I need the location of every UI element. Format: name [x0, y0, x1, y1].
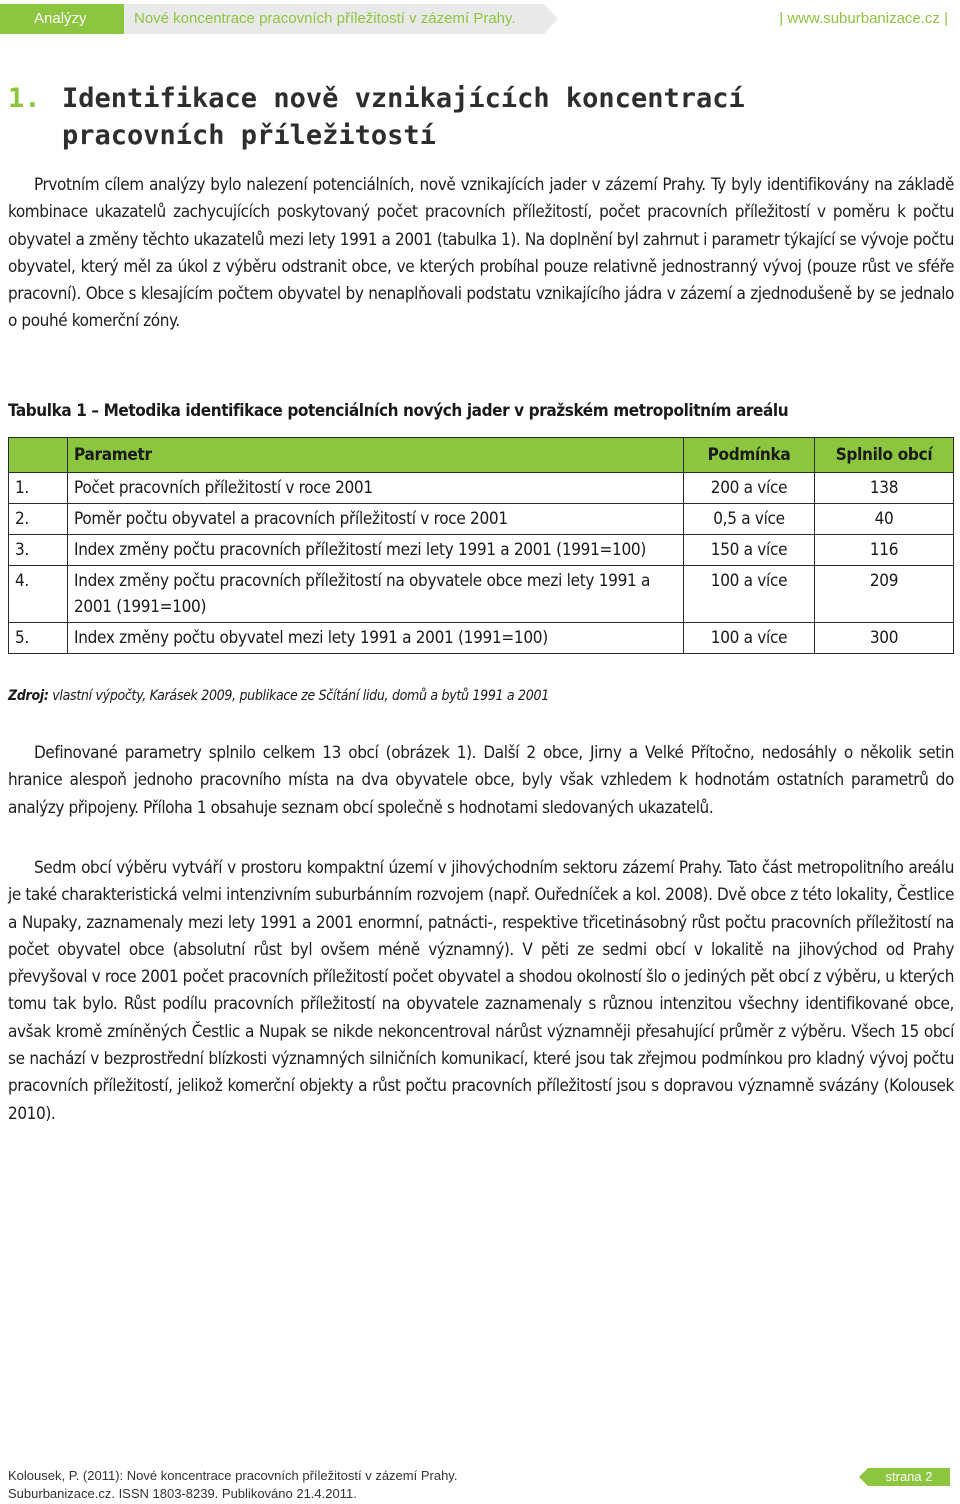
cell-parameter: Index změny počtu pracovních příležitostí mezi lety 1991 a 2001 (1991=100): [68, 535, 684, 566]
source-text: vlastní výpočty, Karásek 2009, publikace ze Sčítání lidu, domů a bytů 1991 a 2001: [52, 688, 549, 704]
methodology-table: [8, 437, 954, 654]
document-title-tab: Nové koncentrace pracovních příležitostí v zázemí Prahy.: [124, 4, 544, 34]
cell-condition: 100 a více: [684, 623, 815, 654]
table-row: [9, 566, 954, 623]
cell-parameter: Index změny počtu obyvatel mezi lety 1991 a 2001 (1991=100): [68, 623, 684, 654]
cell-count: 40: [815, 504, 954, 535]
cell-condition: 0,5 a více: [684, 504, 815, 535]
intro-paragraph: Prvotním cílem analýzy bylo nalezení potenciálních, nově vznikajících jader v zázemí Prahy. Ty byly identifikovány na základě kombinace ukazatelů zachycujících poskytovaný počet pracovních příležitostí, počet pracovních příležitostí v poměru k počtu obyvatel a změny těchto ukazatelů mezi lety 1991 a 2001 (tabulka 1). Na doplnění byl zahrnut i parametr týkající se vývoje počtu obyvatel, který měl za úkol z výběru odstranit obce, ve kterých probíhal pouze relativně jednostranný vývoj (pouze růst ve sféře pracovní). Obce s klesajícím počtem obyvatel by nenaplňovali podstatu vznikajícího jádra v zázemí a zjednodušeně by se jednalo o pouhé komerční zóny.: [8, 175, 954, 332]
cell-condition: 100 a více: [684, 566, 815, 623]
page-number-badge: strana 2: [868, 1468, 950, 1486]
section-heading: [8, 80, 908, 154]
cell-parameter: Počet pracovních příležitostí v roce 2001: [68, 473, 684, 504]
heading-line1: Identifikace nově vznikajících koncentrací: [62, 83, 745, 114]
cell-parameter: Index změny počtu pracovních příležitostí na obyvatele obce mezi lety 1991 a 2001 (1991=100): [68, 566, 684, 623]
cell-condition: 150 a více: [684, 535, 815, 566]
cell-num: 1.: [9, 473, 68, 504]
table-header-row: [9, 438, 954, 473]
cell-num: 2.: [9, 504, 68, 535]
table-caption: Tabulka 1 – Metodika identifikace potenciálních nových jader v pražském metropolitním areálu: [8, 401, 789, 421]
heading-line2: pracovních příležitostí: [62, 120, 436, 151]
source-label: Zdroj:: [8, 688, 49, 704]
cell-count: 209: [815, 566, 954, 623]
cell-count: 116: [815, 535, 954, 566]
footer-publication: Suburbanizace.cz. ISSN 1803-8239. Publikováno 21.4.2011.: [8, 1486, 357, 1501]
table-row: [9, 504, 954, 535]
cell-num: 4.: [9, 566, 68, 623]
cell-num: 3.: [9, 535, 68, 566]
table-row: [9, 473, 954, 504]
site-link[interactable]: | www.suburbanizace.cz |: [779, 10, 948, 27]
table-source: [8, 688, 549, 704]
heading-number: 1.: [8, 83, 41, 114]
header-cell-condition: Podmínka: [684, 438, 815, 473]
header-cell-num: [9, 438, 68, 473]
page-header: [0, 4, 960, 34]
section-tab[interactable]: Analýzy: [0, 4, 124, 34]
header-cell-parameter: Parametr: [68, 438, 684, 473]
cell-count: 300: [815, 623, 954, 654]
cell-parameter: Poměr počtu obyvatel a pracovních příležitostí v roce 2001: [68, 504, 684, 535]
cell-condition: 200 a více: [684, 473, 815, 504]
table-row: [9, 623, 954, 654]
paragraph-3: Sedm obcí výběru vytváří v prostoru kompaktní území v jihovýchodním sektoru zázemí Prahy. Tato část metropolitního areálu je také charakteristická velmi intenzivním suburbánním rozvojem (např. Ouředníček a kol. 2008). Dvě obce z této lokality, Čestlice a Nupaky, zaznamenaly mezi lety 1991 a 2001 enormní, patnácti-, respektive třicetinásobný růst počtu pracovních příležitostí na počet obyvatel obce (absolutní růst byl ovšem méně významný). V pěti ze sedmi obcí v lokalitě na jihovýchod od Prahy převyšoval v roce 2001 počet pracovních příležitostí počet obyvatel a shodou okolností šlo o jediných pět obcí z výběru, u kterých tomu tak bylo. Růst podílu pracovních příležitostí na obyvatele zaznamenaly s různou intenzitou všechny identifikované obce, avšak kromě zmíněných Čestlic a Nupak se nikde nekoncentroval nárůst významněji přesahující průměr z výběru. Všech 15 obcí se nachází v bezprostřední blízkosti významných silničních komunikací, které jsou tak zřejmou podmínkou pro kladný vývoj počtu pracovních příležitostí, jelikož komerční objekty a růst počtu pracovních příležitostí jsou s dopravou významně svázány (Kolousek 2010).: [8, 858, 954, 1124]
page-footer: [8, 1467, 457, 1503]
footer-citation: Kolousek, P. (2011): Nové koncentrace pracovních příležitostí v zázemí Prahy.: [8, 1468, 458, 1483]
header-cell-count: Splnilo obcí: [815, 438, 954, 473]
cell-num: 5.: [9, 623, 68, 654]
table-row: [9, 535, 954, 566]
cell-count: 138: [815, 473, 954, 504]
paragraph-2: Definované parametry splnilo celkem 13 obcí (obrázek 1). Další 2 obce, Jirny a Velké Přítočno, nedosáhly o několik setin hranice alespoň jednoho pracovního místa na dva obyvatele obce, byly však vzhledem k hodnotám ostatních parametrů do analýzy připojeny. Příloha 1 obsahuje seznam obcí společně s hodnotami sledovaných ukazatelů.: [8, 743, 954, 818]
